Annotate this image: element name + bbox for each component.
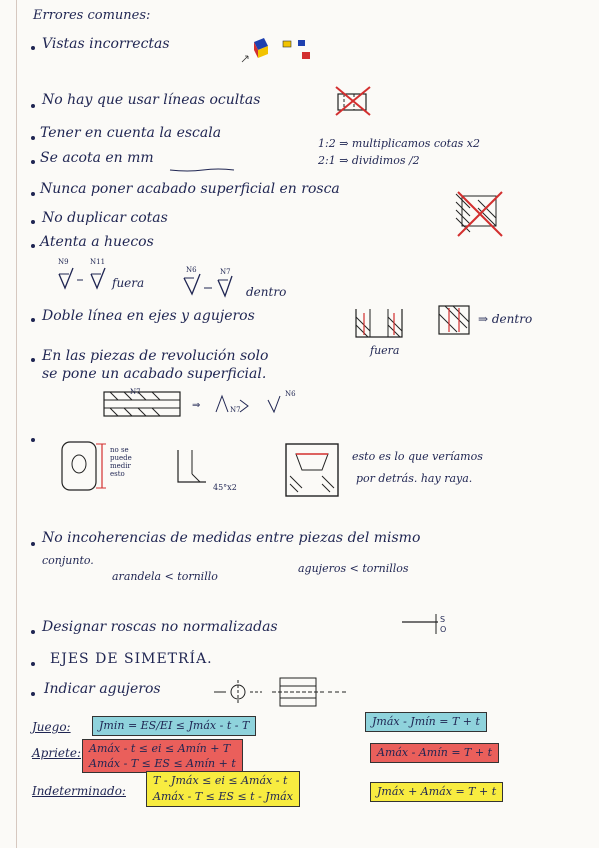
svg-text:O: O [440,625,447,634]
symbol-n7-b: N7 [230,406,241,414]
thread-designation-icon [398,612,450,636]
double-line-inside-icon [435,302,475,338]
label-fuera: fuera [112,276,145,290]
hole-indication-icon [212,672,352,712]
svg-text:⇒: ⇒ [192,400,201,411]
margin-line [16,0,17,848]
bullet [31,318,35,322]
row-lineas-ocultas: No hay que usar líneas ocultas [42,92,261,108]
symbol-n6-b: N6 [285,390,296,398]
symbol-n9: N9 [58,258,69,266]
row-huecos: Atenta a huecos [40,234,154,250]
rule-arandela: arandela < tornillo [112,570,218,583]
bullet [31,438,35,442]
indet-line-1: T - Jmáx ≤ ei ≤ Amáx - t [153,774,288,787]
rear-view-drawing [282,440,342,500]
box-indet-main [146,771,300,807]
colored-cubes-icon [240,36,320,66]
box-indet-side: Jmáx + Amáx = T + t [370,782,503,802]
note-no-se-puede-medir: no se puede medir esto [110,446,132,478]
row-doble-linea: Doble línea en ejes y agujeros [42,308,255,324]
row-revolucion-2: se pone un acabado superficial. [42,366,267,382]
bullet [31,662,35,666]
bullet [31,244,35,248]
row-revolucion-1: En las piezas de revolución solo [42,348,269,364]
symbol-n7: N7 [220,268,231,276]
bullet [31,136,35,140]
scale-multiply: 1:2 ⇒ multiplicamos cotas x2 [318,137,480,150]
bullet [31,358,35,362]
label-apriete: Apriete: [32,746,81,760]
row-incoherencias-2: conjunto. [42,554,94,567]
label-dentro-2: ⇒ dentro [478,312,533,326]
box-juego-side: Jmáx - Jmín = T + t [365,712,487,732]
bullet [31,692,35,696]
crossed-hidden-lines-icon [330,85,378,117]
bullet [31,160,35,164]
label-fuera-2: fuera [370,344,400,357]
box-juego-main: Jmin = ES/EI ≤ Jmáx - t - T [92,716,256,736]
rule-agujeros: agujeros < tornillos [298,562,409,575]
bullet [31,192,35,196]
crossed-thread-icon [448,186,508,241]
bullet [31,46,35,50]
row-roscas: Designar roscas no normalizadas [42,619,278,635]
scale-divide: 2:1 ⇒ dividimos /2 [318,154,420,167]
part-measure-drawing [58,440,118,496]
bullet [31,542,35,546]
double-line-outside-icon [352,305,408,341]
note-rear-1: esto es lo que veríamos [352,450,483,463]
box-apriete-main [82,739,243,773]
bullet [31,220,35,224]
bullet [31,630,35,634]
box-apriete-side: Amáx - Amín = T + t [370,743,499,763]
indet-line-2: Amáx - T ≤ ES ≤ t - Jmáx [153,790,293,803]
row-acabado-rosca: Nunca poner acabado superficial en rosca [40,181,340,197]
underline-mm [168,168,238,172]
row-ejes-simetria: EJES DE SIMETRÍA. [50,651,213,667]
row-duplicar-cotas: No duplicar cotas [42,210,168,226]
row-acota-mm: Se acota en mm [40,150,154,166]
apriete-line-1: Amáx - t ≤ ei ≤ Amín + T [89,742,231,755]
chamfer-drawing [172,448,212,492]
label-juego: Juego: [32,720,71,734]
row-vistas: Vistas incorrectas [42,36,170,52]
row-escala: Tener en cuenta la escala [40,125,222,141]
row-indicar-agujeros: Indicar agujeros [44,681,161,697]
apriete-line-2: Amáx - T ≤ ES ≤ Amín + t [89,757,236,770]
chamfer-dimension: 45°x2 [213,483,237,492]
label-indeterminado: Indeterminado: [32,784,126,798]
note-rear-2: por detrás. hay raya. [356,472,473,485]
row-incoherencias-1: No incoherencias de medidas entre piezas del mismo [42,530,421,546]
page-title: Errores comunes: [33,8,151,23]
symbol-n11: N11 [90,258,106,266]
symbol-n6: N6 [186,266,197,274]
bullet [31,104,35,108]
svg-text:S: S [440,615,446,624]
symbol-n7-a: N7 [130,388,141,396]
label-dentro: dentro [246,285,287,299]
